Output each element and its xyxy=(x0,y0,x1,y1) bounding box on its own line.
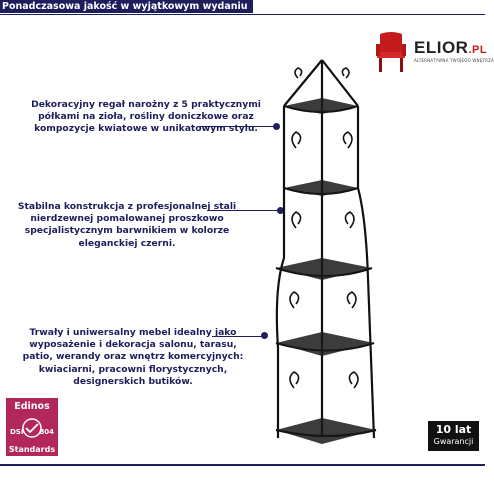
edinos-badge xyxy=(6,398,58,456)
header-banner xyxy=(0,0,485,32)
logo-domain: .PL xyxy=(468,44,488,56)
logo-wordmark xyxy=(414,38,487,58)
elior-logo[interactable] xyxy=(370,30,494,80)
feature-text-1: Dekoracyjny regał narożny z 5 praktycznymi półkami na zioła, rośliny doniczkowe oraz kompozycje kwiatowe w unikatowym stylu. xyxy=(31,99,261,135)
footer-rule xyxy=(0,464,485,466)
corner-shelf-image xyxy=(262,58,382,450)
header-rule xyxy=(0,14,485,15)
warranty-badge xyxy=(428,421,479,451)
edinos-dsi: DSI xyxy=(10,428,24,436)
feature-text-3: Trwały i uniwersalny mebel idealny jako wyposażenie i dekoracja salonu, tarasu, patio, werandy oraz wnętrz komercyjnych: kwiaciarni, pracowni florystycznych, designerskich butików. xyxy=(22,327,244,387)
header-title: Ponadczasowa jakość w wyjątkowym wydaniu xyxy=(0,0,253,13)
edinos-title: Edinos xyxy=(14,401,50,412)
logo-tagline: ALTERNATYWNA TWOJEGO WNĘTRZA xyxy=(414,58,494,63)
feature-text-2: Stabilna konstrukcja z profesjonalnej stali nierdzewnej pomalowanej proszkowo specjalistycznym barwnikiem w kolorze eleganckiej czerni. xyxy=(17,201,237,249)
logo-brand: ELIOR xyxy=(414,38,469,57)
edinos-standards: Standards xyxy=(8,445,56,454)
edinos-number: 804 xyxy=(39,428,54,436)
leader-line-3 xyxy=(212,336,264,337)
warranty-label: Gwarancji xyxy=(433,437,474,446)
warranty-years: 10 lat xyxy=(435,423,472,436)
